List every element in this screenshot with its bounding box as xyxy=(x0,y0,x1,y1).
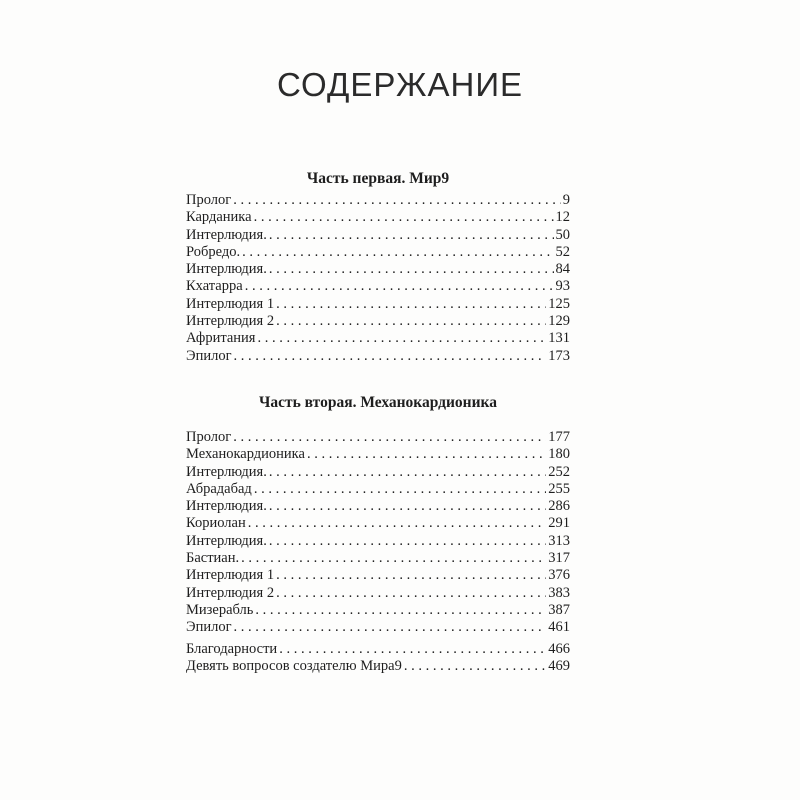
dot-leader xyxy=(257,330,546,347)
dot-leader xyxy=(248,515,547,532)
toc-entry-label: Интерлюдия. xyxy=(186,498,267,515)
toc-entry xyxy=(186,192,570,209)
toc-entry-page: 252 xyxy=(548,463,570,480)
toc-entry-page: 52 xyxy=(555,243,570,260)
dot-leader xyxy=(279,641,546,658)
toc-entry xyxy=(186,619,570,636)
toc-entry-label: Интерлюдия 1 xyxy=(186,567,275,584)
toc-entry-page: 313 xyxy=(548,532,570,549)
toc-entry-page: 84 xyxy=(555,261,570,278)
toc-entry xyxy=(186,567,570,584)
page-title: СОДЕРЖАНИЕ xyxy=(276,66,524,103)
toc-entry-label: Благодарности xyxy=(186,641,278,657)
extras-toc xyxy=(186,641,570,676)
toc-entry-page: 383 xyxy=(548,584,570,601)
toc-entry-label: Эпилог xyxy=(186,347,232,364)
toc-entry xyxy=(186,313,570,330)
toc-entry-label: Карданика xyxy=(186,209,252,226)
toc-entry-label: Пролог xyxy=(186,429,232,445)
toc-entry-label: Интерлюдия. xyxy=(186,532,267,549)
toc-entry-label: Интерлюдия. xyxy=(186,463,267,480)
toc-entry xyxy=(186,296,570,313)
toc-entry xyxy=(186,585,570,602)
dot-leader xyxy=(276,313,546,330)
toc-entry-page: 173 xyxy=(548,347,570,364)
dot-leader xyxy=(276,567,546,584)
toc-entry-page: 291 xyxy=(548,515,570,532)
toc-entry-page: 129 xyxy=(548,313,570,330)
dot-leader xyxy=(234,619,547,636)
dot-leader xyxy=(276,296,546,313)
toc-entry xyxy=(186,481,570,498)
toc-entry xyxy=(186,550,570,567)
toc-entry-page: 177 xyxy=(548,429,570,445)
toc-entry xyxy=(186,446,570,463)
toc-entry-page: 466 xyxy=(548,641,570,657)
dot-leader xyxy=(404,658,546,675)
toc-entry-page: 376 xyxy=(548,567,570,584)
toc-entry-page: 255 xyxy=(548,480,570,497)
toc-entry xyxy=(186,515,570,532)
dot-leader xyxy=(255,602,546,619)
dot-leader xyxy=(269,498,546,515)
toc-entry xyxy=(186,209,570,226)
toc-entry-label: Афритания xyxy=(186,330,256,347)
toc-entry-page: 125 xyxy=(548,295,570,312)
toc-entry xyxy=(186,261,570,278)
toc-entry-page: 180 xyxy=(548,446,570,463)
toc-entry-label: Абрадабад xyxy=(186,480,252,497)
part-one-toc xyxy=(186,192,570,365)
toc-entry-label: Интерлюдия. xyxy=(186,226,267,243)
toc-entry xyxy=(186,244,570,261)
toc-entry-label: Кхатарра xyxy=(186,278,243,295)
toc-entry-page: 9 xyxy=(562,192,570,208)
dot-leader xyxy=(307,446,546,463)
dot-leader xyxy=(233,192,561,209)
dot-leader xyxy=(269,261,554,278)
part-two-heading: Часть вторая. Механокардионика xyxy=(258,394,497,411)
toc-entry-page: 469 xyxy=(548,658,570,675)
toc-entry xyxy=(186,498,570,515)
toc-entry-page: 317 xyxy=(548,550,570,567)
toc-entry-page: 286 xyxy=(548,498,570,515)
dot-leader xyxy=(233,429,546,446)
toc-entry xyxy=(186,602,570,619)
dot-leader xyxy=(234,348,547,365)
toc-entry-page: 93 xyxy=(555,278,570,295)
dot-leader xyxy=(269,227,554,244)
dot-leader xyxy=(254,481,546,498)
dot-leader xyxy=(241,550,546,567)
toc-entry-page: 387 xyxy=(548,601,570,618)
toc-entry-label: Бастиан. xyxy=(186,550,240,567)
toc-entry xyxy=(186,641,570,658)
part-two-toc xyxy=(186,429,570,637)
dot-leader xyxy=(269,464,546,481)
toc-entry xyxy=(186,429,570,446)
dot-leader xyxy=(242,244,553,261)
toc-entry xyxy=(186,227,570,244)
dot-leader xyxy=(254,209,554,226)
toc-entry xyxy=(186,278,570,295)
toc-entry-label: Интерлюдия 2 xyxy=(186,313,275,330)
dot-leader xyxy=(245,278,554,295)
toc-entry-label: Интерлюдия 1 xyxy=(186,295,275,312)
toc-entry-label: Механокардионика xyxy=(186,446,305,463)
toc-entry xyxy=(186,464,570,481)
toc-entry-label: Интерлюдия 2 xyxy=(186,584,275,601)
toc-entry-label: Кориолан xyxy=(186,515,246,532)
toc-entry-label: Девять вопросов создателю Мира9 xyxy=(186,658,402,675)
toc-entry xyxy=(186,348,570,365)
toc-entry-label: Пролог xyxy=(186,192,232,208)
toc-entry-label: Робредо. xyxy=(186,243,241,260)
toc-entry xyxy=(186,330,570,347)
toc-entry xyxy=(186,533,570,550)
toc-entry-label: Интерлюдия. xyxy=(186,261,267,278)
toc-entry-page: 12 xyxy=(555,209,570,226)
dot-leader xyxy=(276,585,546,602)
part-one-heading: Часть первая. Мир9 xyxy=(306,170,450,187)
toc-entry-page: 131 xyxy=(548,330,570,347)
toc-entry-label: Мизерабль xyxy=(186,601,254,618)
toc-entry-label: Эпилог xyxy=(186,619,232,636)
toc-entry-page: 461 xyxy=(548,619,570,636)
toc-entry-page: 50 xyxy=(555,226,570,243)
toc-entry xyxy=(186,658,570,675)
dot-leader xyxy=(269,533,546,550)
